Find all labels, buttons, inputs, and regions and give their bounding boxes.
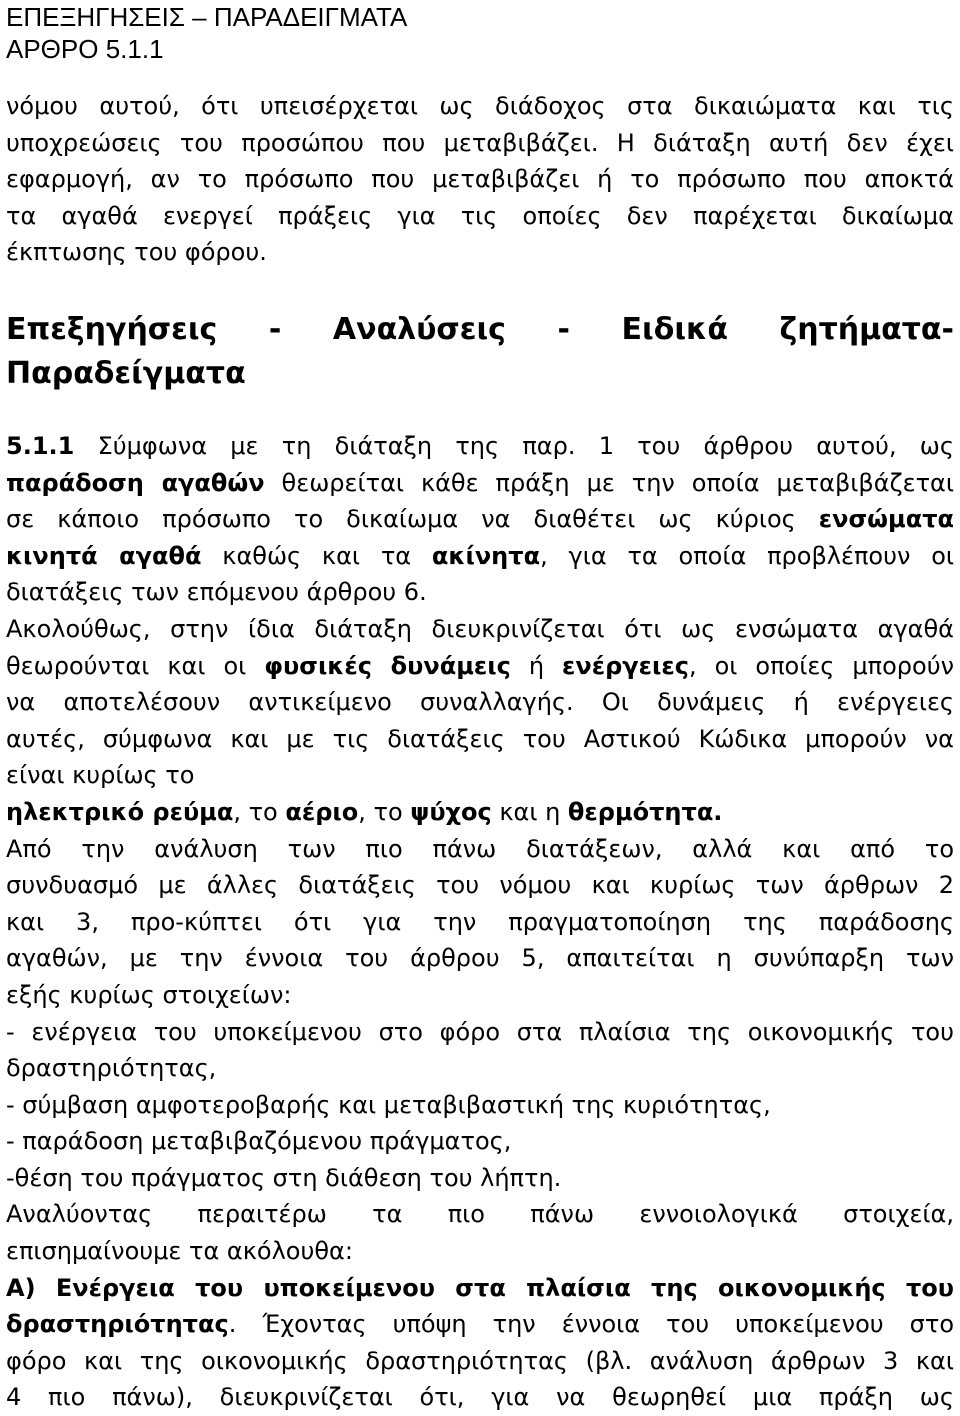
text-line: φόρο και της οικονομικής δραστηριότητας (βλ. ανάλυση άρθρων 3 και xyxy=(6,1346,954,1375)
bold-term: αέριο xyxy=(285,797,359,826)
text-line: επισημαίνουμε τα ακόλουθα: xyxy=(6,1237,353,1266)
list-item: - ενέργεια του υποκείμενου στο φόρο στα πλαίσια της οικονομικής του xyxy=(6,1017,954,1046)
bold-term: ηλεκτρικό ρεύμα xyxy=(6,797,234,826)
text-line: διατάξεις των επόμενου άρθρου 6. xyxy=(6,578,427,607)
bold-term: ακίνητα xyxy=(431,541,541,570)
text-span: ή xyxy=(510,651,563,680)
text-line: Από την ανάλυση των πιο πάνω διατάξεων, αλλά και από το xyxy=(6,834,954,863)
text-line: συνδυασμό με άλλες διατάξεις του νόμου και κυρίως των άρθρων 2 xyxy=(6,871,954,900)
text-span: θεωρείται κάθε πράξη με την οποία μεταβιβάζεται xyxy=(264,468,954,497)
text-span: , το xyxy=(233,797,286,826)
section-heading-line: Παραδείγματα xyxy=(6,356,246,391)
text-line: να αποτελέσουν αντικείμενο συναλλαγής. Οι δυνάμεις ή ενέργειες xyxy=(6,688,954,717)
body-text xyxy=(6,428,954,1416)
text-line xyxy=(6,538,954,575)
text-line: Ακολούθως, στην ίδια διάταξη διευκρινίζεται ότι ως ενσώματα αγαθά xyxy=(6,614,954,643)
bold-term: θερμότητα. xyxy=(567,797,723,826)
text-span: . Έχοντας υπόψη την έννοια του υποκείμενου στο xyxy=(228,1310,954,1339)
text-span: , το xyxy=(358,797,411,826)
bold-term: ενσώματα xyxy=(818,505,954,534)
text-line: έκπτωσης του φόρου. xyxy=(6,238,267,267)
text-span: , για τα οποία προβλέπουν οι xyxy=(540,541,955,570)
bold-term: φυσικές δυνάμεις xyxy=(264,651,511,680)
bold-term: ψύχος xyxy=(410,797,492,826)
list-item: -θέση του πράγματος στη διάθεση του λήπτη. xyxy=(6,1163,562,1192)
text-line: τα αγαθά ενεργεί πράξεις για τις οποίες δεν παρέχεται δικαίωμα xyxy=(6,201,954,230)
text-line: αγαθών, με την έννοια του άρθρου 5, απαιτείται η συνύπαρξη των xyxy=(6,944,954,973)
text-span: σε κάποιο πρόσωπο το δικαίωμα να διαθέτει ως κύριος xyxy=(6,505,819,534)
text-span: και η xyxy=(491,797,568,826)
list-item: - παράδοση μεταβιβαζόμενου πράγματος, xyxy=(6,1127,512,1156)
text-span: καθώς και τα xyxy=(201,541,432,570)
text-line: 4 πιο πάνω), διευκρινίζεται ότι, για να θεωρηθεί μια πράξη ως xyxy=(6,1383,954,1412)
text-line: υποχρεώσεις του προσώπου που μεταβιβάζει. Η διάταξη αυτή δεν έχει xyxy=(6,128,954,157)
section-heading-line: Επεξηγήσεις - Αναλύσεις - Ειδικά ζητήματα- xyxy=(6,312,954,347)
text-line: νόμου αυτού, ότι υπεισέρχεται ως διάδοχος στα δικαιώματα και τις xyxy=(6,92,954,120)
text-line: εφαρμογή, αν το πρόσωπο που μεταβιβάζει ή το πρόσωπο που αποκτά xyxy=(6,165,954,194)
text-line xyxy=(6,1270,954,1307)
bold-term: παράδοση αγαθών xyxy=(6,468,265,497)
list-item-continuation: δραστηριότητας, xyxy=(6,1054,217,1083)
bold-heading: Α) Ενέργεια του υποκείμενου στα πλαίσια της οικονομικής του xyxy=(6,1273,954,1302)
text-span: Σύμφωνα με τη διάταξη της παρ. 1 του άρθρου αυτού, ως xyxy=(74,432,954,460)
paragraph-number: 5.1.1 xyxy=(6,432,75,460)
text-line: εξής κυρίως στοιχείων: xyxy=(6,980,292,1009)
page-header-title: ΕΠΕΞΗΓΗΣΕΙΣ – ΠΑΡΑΔΕΙΓΜΑΤΑ xyxy=(6,2,408,32)
text-line: είναι κυρίως το xyxy=(6,761,195,790)
page-header-article: ΑΡΘΡΟ 5.1.1 xyxy=(6,34,164,64)
text-line: αυτές, σύμφωνα και με τις διατάξεις του Αστικού Κώδικα μπορούν να xyxy=(6,724,954,753)
bold-term: δραστηριότητας xyxy=(6,1310,229,1339)
text-line xyxy=(6,465,954,502)
text-line: και 3, προ-κύπτει ότι για την πραγματοποίηση της παράδοσης xyxy=(6,907,954,936)
text-line: Αναλύοντας περαιτέρω τα πιο πάνω εννοιολογικά στοιχεία, xyxy=(6,1200,954,1229)
section-heading xyxy=(6,308,954,396)
bold-term: ενέργειες xyxy=(562,651,689,680)
text-line xyxy=(6,648,954,685)
bold-term: κινητά αγαθά xyxy=(6,541,202,570)
text-line xyxy=(6,1306,954,1343)
text-span: θεωρούνται και οι xyxy=(6,651,265,680)
text-line xyxy=(6,794,954,831)
list-item: - σύμβαση αμφοτεροβαρής και μεταβιβαστική της κυριότητας, xyxy=(6,1090,771,1119)
text-line xyxy=(6,428,954,465)
text-line xyxy=(6,501,954,538)
text-span: , οι οποίες μπορούν xyxy=(688,651,955,680)
intro-paragraph xyxy=(6,88,954,271)
